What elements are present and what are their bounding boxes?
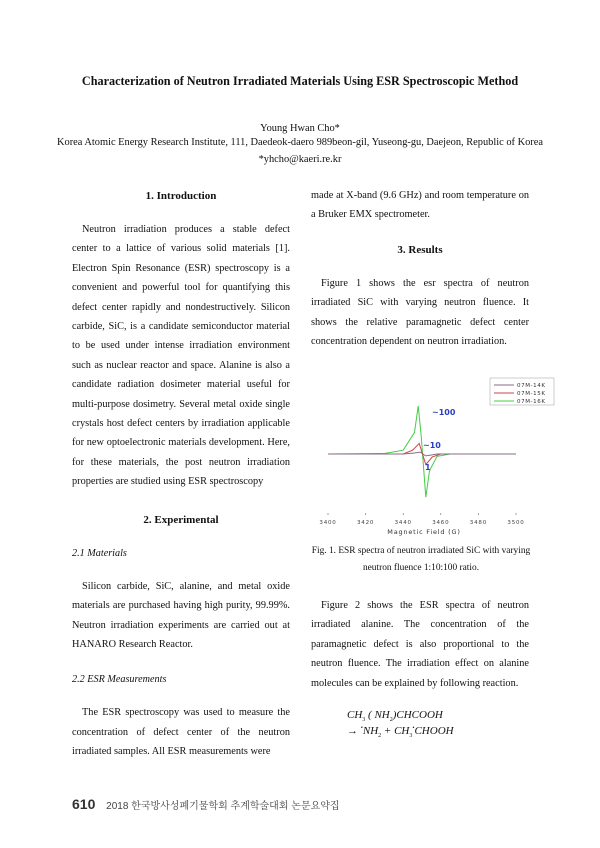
formula-subscript: 3 <box>362 717 366 724</box>
x-tick-label: 3460 <box>432 520 450 526</box>
results-text-1: Figure 1 shows the esr spectra of neutron irradiated SiC with varying neutron fluence. It shows the relative paramagnetic defect center concentration dependent on neutron irradiation. <box>311 277 529 348</box>
page-footer <box>72 796 340 812</box>
left-column <box>72 180 290 762</box>
formula-arrow: → <box>347 725 358 737</box>
esr-spectra-chart <box>318 376 558 536</box>
reaction-formula-line-2 <box>347 725 454 739</box>
conference-name: 2018 한국방사성폐기물학회 추계학술대회 논문요약집 <box>106 801 340 812</box>
section-heading-experimental: 2. Experimental <box>143 513 219 526</box>
x-axis-label: Magnetic Field (G) <box>387 528 461 536</box>
author: Young Hwan Cho* <box>260 123 340 134</box>
reaction-formula-line-1 <box>347 709 443 723</box>
annotation-100: ~100 <box>432 408 456 417</box>
figure-1-caption: Fig. 1. ESR spectra of neutron irradiated SiC with varying neutron fluence 1:10:100 ratio. <box>311 546 531 573</box>
paper-title: Characterization of Neutron Irradiated Materials Using ESR Spectroscopic Method <box>81 74 519 88</box>
legend-label: 07M-15K <box>517 391 546 397</box>
section-heading-results: 3. Results <box>397 243 443 256</box>
esr-measurements-text-continued: made at X-band (9.6 GHz) and room temperature on a Bruker EMX spectrometer. <box>311 190 529 221</box>
x-axis-ticks <box>319 513 524 526</box>
materials-text: Silicon carbide, SiC, alanine, and metal oxide materials are purchased having high purity, 99.99%. Neutron irradiation experiments are carried out at HANARO Research Reactor. <box>72 580 290 650</box>
subsection-heading-materials: 2.1 Materials <box>72 547 127 559</box>
formula-subscript: 3 <box>409 733 413 740</box>
x-tick-label: 3420 <box>356 520 375 526</box>
right-column <box>311 186 529 351</box>
annotation-1: 1 <box>425 463 431 472</box>
x-tick-label: 3480 <box>469 520 488 526</box>
formula-term: CHOOH <box>414 725 454 737</box>
formula-term: ( NH <box>368 709 390 721</box>
esr-measurements-text: The ESR spectroscopy was used to measure the concentration of defect center of the neutron irradiated samples. All ESR measurements were <box>72 707 290 758</box>
plot-area <box>328 406 516 497</box>
affiliation: Korea Atomic Energy Research Institute, 111, Daedeok-daero 989beon-gil, Yuseong-gu, Daejeon, Republic of Korea <box>57 137 543 148</box>
chart-legend <box>490 378 554 405</box>
radical-dot: • <box>360 725 363 732</box>
formula-term: )CHCOOH <box>392 709 443 721</box>
formula-subscript: 2 <box>378 733 382 740</box>
page-number: 610 <box>72 796 96 812</box>
x-tick-label: 3400 <box>319 520 337 526</box>
legend-label: 07M-14K <box>517 383 546 389</box>
radical-dot: • <box>412 725 415 732</box>
results-text-2: Figure 2 shows the ESR spectra of neutron irradiated alanine. The concentration of the paramagnetic defect is also proportional to the neutron fluence. The irradiation effect on alanine molecules can be explained by following reaction. <box>311 600 529 689</box>
formula-term: CH <box>347 709 363 721</box>
annotation-10: ~10 <box>423 441 441 450</box>
right-column-lower <box>311 596 529 693</box>
legend-label: 07M-16K <box>517 399 546 405</box>
x-tick-label: 3440 <box>394 520 412 526</box>
formula-subscript: 2 <box>389 717 393 724</box>
formula-term: NH <box>362 725 379 737</box>
introduction-text: Neutron irradiation produces a stable defect center to a lattice of various solid materials [1]. Electron Spin Resonance (ESR) spectroscopy is a convenient and powerful tool for quantifying this defect center rapidly and nondestructively. Silicon carbide, SiC, is a candidate semiconductor material to be used under intense irradiation environment such as nuclear reactor and space. Alanine is also a candidate radiation dosimeter material useful for multi-purpose dosimetry. Several metal oxide single crystals host defect centers by irradiation applicable for new optoelectronic materials development. Here, for these materials, the post neutron irradiation properties are studied using ESR spectroscopy <box>72 224 290 488</box>
section-heading-introduction: 1. Introduction <box>145 190 217 202</box>
formula-term: + CH <box>383 725 410 737</box>
figure-1-esr-chart <box>318 376 558 536</box>
subsection-heading-esr-measurements: 2.2 ESR Measurements <box>72 674 167 686</box>
email: *yhcho@kaeri.re.kr <box>258 154 342 165</box>
x-tick-label: 3500 <box>507 520 525 526</box>
